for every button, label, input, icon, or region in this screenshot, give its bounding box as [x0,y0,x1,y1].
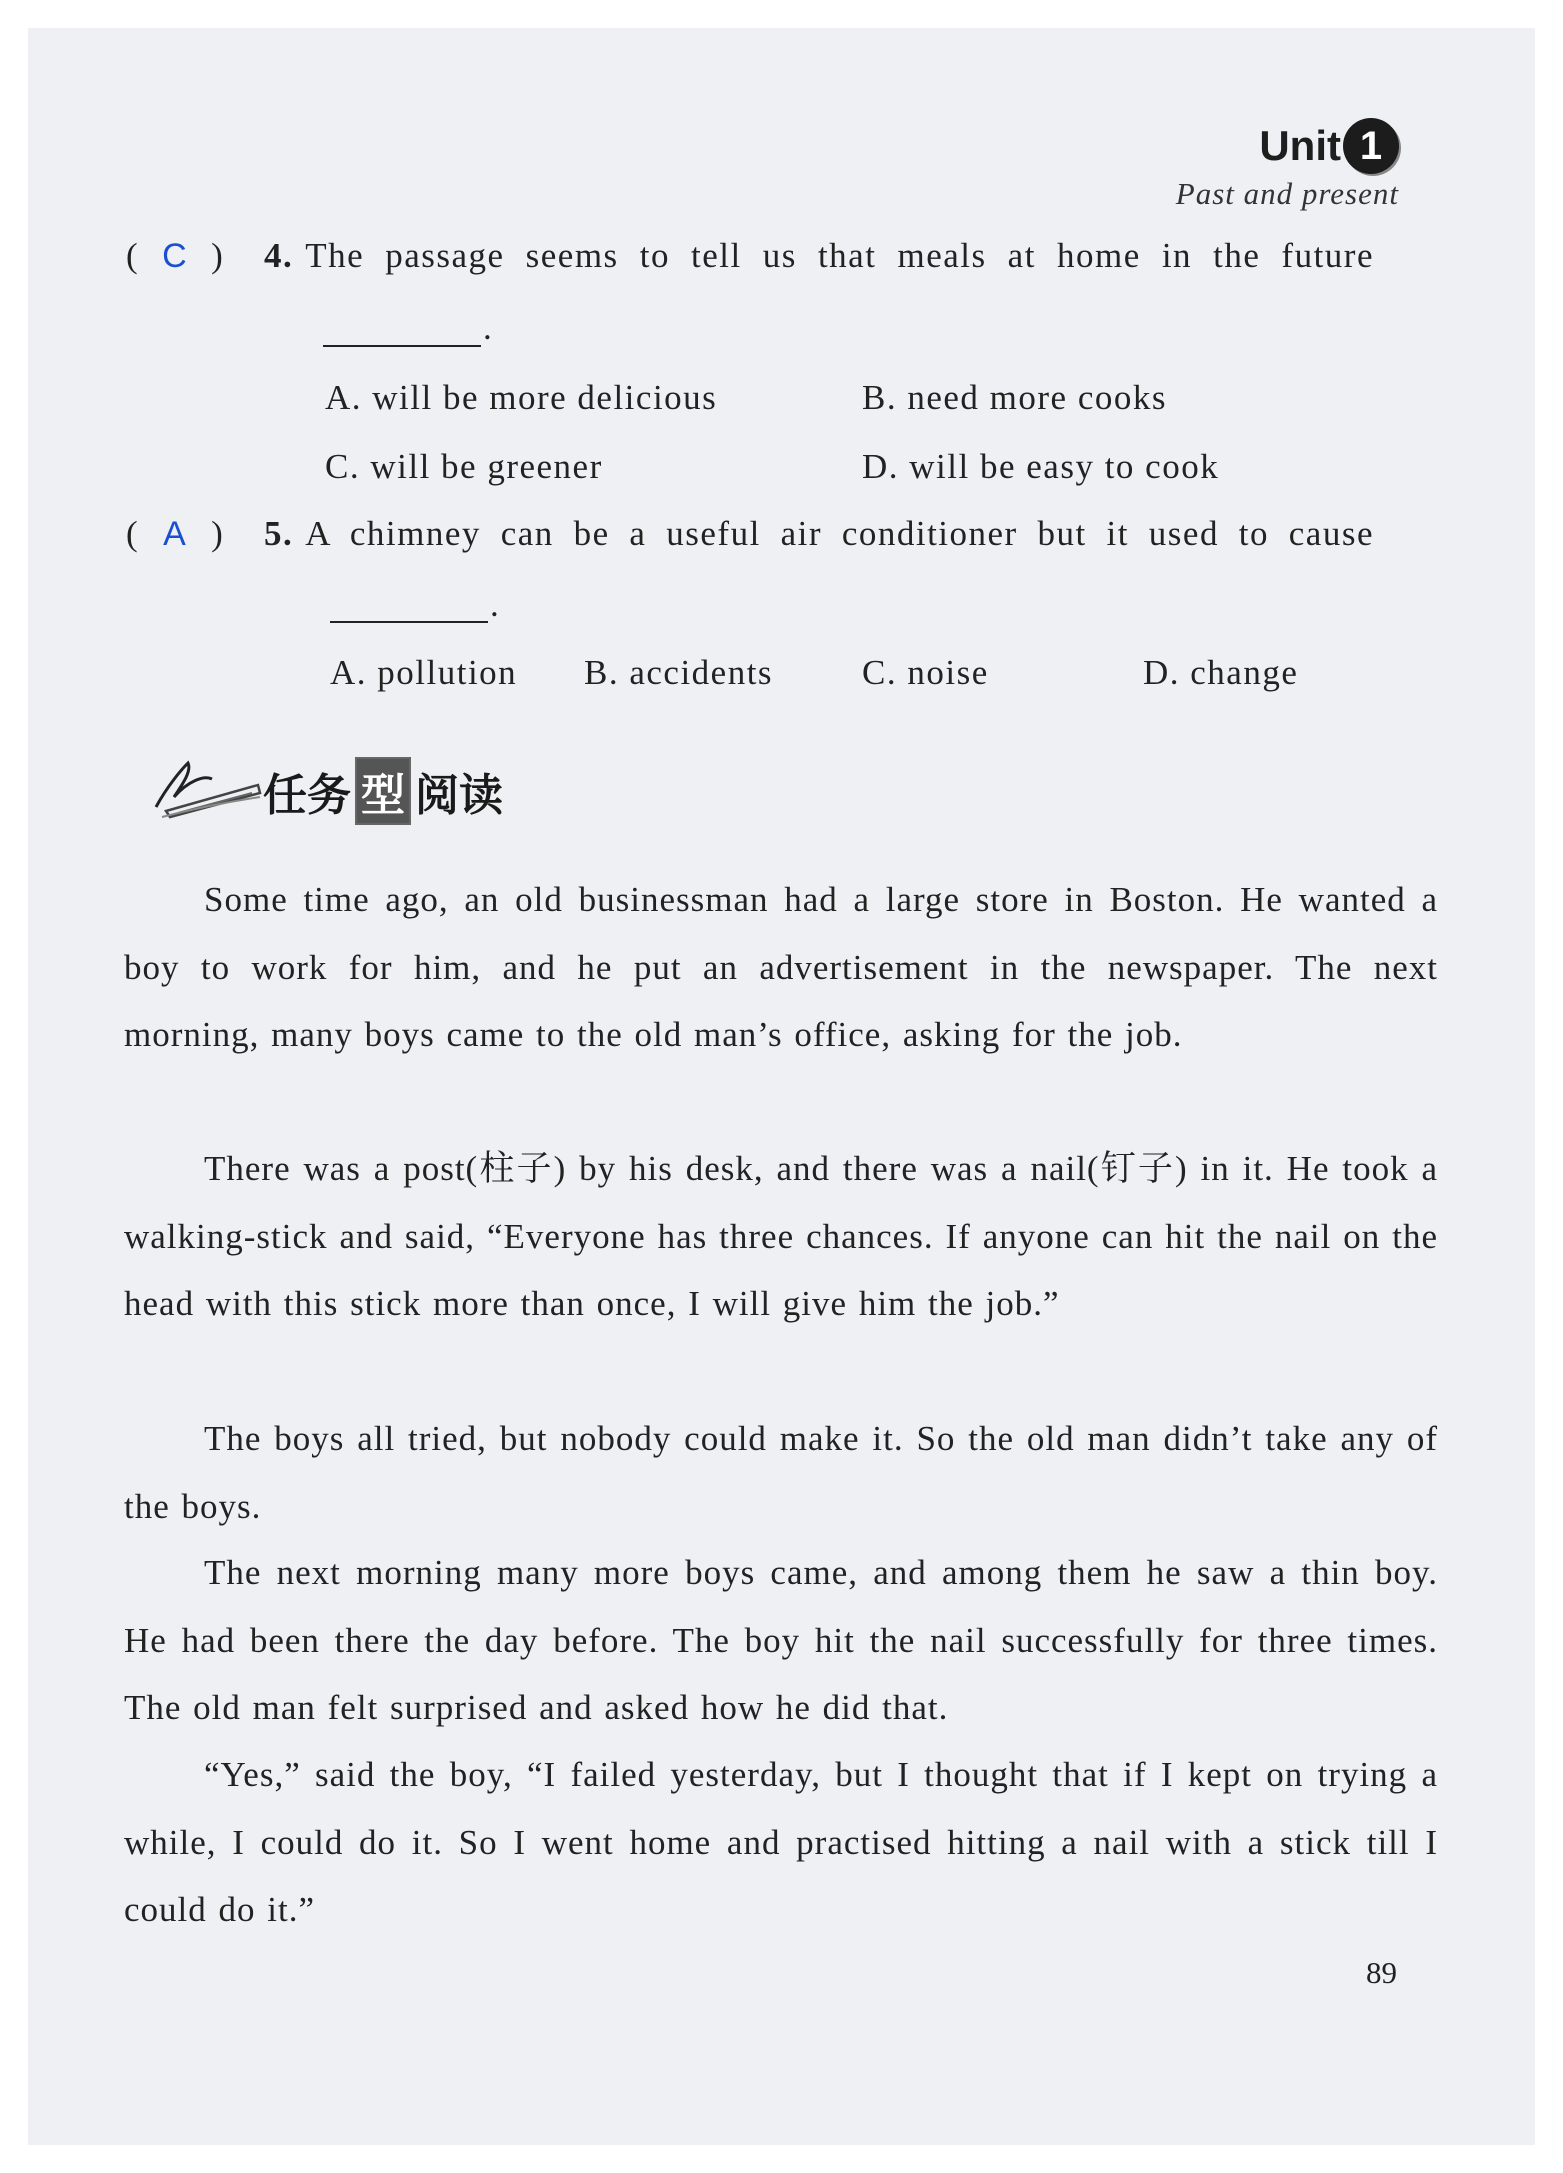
passage-paragraph-2: There was a post(柱子) by his desk, and there was a nail(钉子) in it. He took a walking-stick and said, “Everyone has three chances. If anyone can hit the nail on the head with this stick more than once, I will give him the job.” [124,1149,1438,1323]
passage-paragraph-4: The next morning many more boys came, and among them he saw a thin boy. He had been there the day before. The boy hit the nail successfully for three times. The old man felt surprised and asked how he did that. [124,1553,1438,1727]
answer-blank-4 [323,345,481,347]
option-5a: A. pollution [330,653,518,692]
option-4b: B. need more cooks [862,378,1167,417]
option-4a: A. will be more delicious [325,378,718,417]
question-text-4: The passage seems to tell us that meals at home in the future [305,236,1374,275]
unit-number-badge: 1 [1343,118,1399,174]
passage-paragraph-1: Some time ago, an old businessman had a large store in Boston. He wanted a boy to work for him, and he put an advertisement in the newspaper. The next morning, many boys came to the old man’s office, asking for the job. [124,880,1438,1054]
question-4 [126,236,1436,276]
question-number-5: 5. [264,514,294,553]
quill-pen-icon [148,745,268,825]
option-5b: B. accidents [584,653,774,692]
option-5c: C. noise [862,653,989,692]
page-number: 89 [1366,1955,1397,1990]
answer-bracket: ( C ) [126,236,225,275]
unit-label: Unit [1259,122,1341,169]
answer-5: A [163,515,188,553]
unit-header [1176,118,1399,212]
question-number-4: 4. [264,236,294,275]
passage-paragraph-3: The boys all tried, but nobody could make it. So the old man didn’t take any of the boys. [124,1419,1438,1526]
question-text-5: A chimney can be a useful air conditioner but it used to cause [305,514,1374,553]
unit-subtitle: Past and present [1175,176,1399,211]
passage-paragraph-5: “Yes,” said the boy, “I failed yesterday, but I thought that if I kept on trying a while, I could do it. So I went home and practised hitting a nail with a stick till I could do it.” [124,1755,1438,1929]
answer-4: C [162,237,189,275]
answer-bracket: ( A ) [126,514,225,553]
option-4d: D. will be easy to cook [862,447,1220,486]
question-5 [126,514,1436,554]
answer-blank-5 [330,621,488,623]
section-title: 任务 型 阅读 [263,757,503,825]
option-4c: C. will be greener [325,447,603,486]
option-5d: D. change [1143,653,1299,692]
section-title-boxed: 型 [355,757,411,825]
